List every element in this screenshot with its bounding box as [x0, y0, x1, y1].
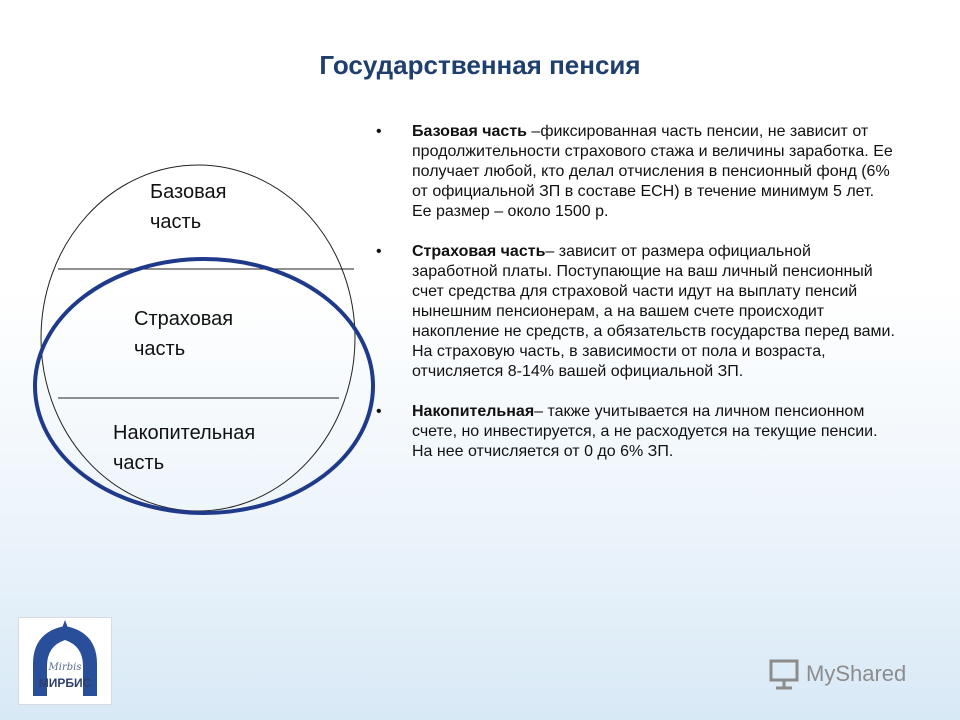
- bullet-marker: •: [376, 403, 382, 420]
- label-base-part: [150, 177, 226, 237]
- bullet-text: – также учитывается на личном пенсионном счете, но инвестируется, а не расходуется на текущие пенсии. На нее отчисляется от 0 до 6% ЗП.: [412, 403, 878, 460]
- bullet-text: – зависит от размера официальной заработной платы. Поступающие на ваш личный пенсионный счет средства для страховой части идут на выплату пенсий нынешним пенсионерам, а на вашем счете происходит накопление не средств, а обязательств государства перед вами. На страховую часть, в зависимости от пола и возраста, отчисляется 8-14% вашей официальной ЗП.: [412, 243, 895, 380]
- bullet-term: Базовая часть: [412, 123, 527, 140]
- logo-script-text: Mirbis: [48, 662, 82, 673]
- label-base-line2: часть: [150, 211, 202, 233]
- bullet-term: Накопительная: [412, 403, 535, 420]
- label-insurance-line1: Страховая: [134, 308, 234, 330]
- mirbis-logo: [18, 617, 112, 705]
- label-funded-line1: Накопительная: [113, 422, 256, 444]
- label-insurance-line2: часть: [134, 338, 186, 360]
- presentation-board-icon: [768, 658, 800, 690]
- label-funded-part: [113, 418, 255, 478]
- bullet-marker: •: [376, 243, 382, 260]
- bullet-term: Страховая часть: [412, 243, 546, 260]
- bullet-item: [376, 122, 896, 222]
- label-base-line1: Базовая: [150, 181, 227, 203]
- bullet-list: [376, 122, 896, 482]
- bullet-item: [376, 402, 896, 462]
- bullet-marker: •: [376, 123, 382, 140]
- label-funded-line2: часть: [113, 452, 165, 474]
- myshared-watermark: [768, 656, 906, 692]
- slide-title: Государственная пенсия: [319, 50, 641, 80]
- logo-text: МИРБИС: [38, 676, 92, 690]
- bullet-item: [376, 242, 896, 382]
- dome-icon: [19, 618, 111, 704]
- label-insurance-part: [134, 304, 233, 364]
- bullet-text: –фиксированная часть пенсии, не зависит от продолжительности страхового стажа и величины заработка. Ее получает любой, кто делал отчисления в пенсионный фонд (6% от официальной ЗП в составе ЕСН) в течение минимум 5 лет. Ее размер – около 1500 р.: [412, 123, 893, 220]
- watermark-text: MyShared: [806, 661, 907, 686]
